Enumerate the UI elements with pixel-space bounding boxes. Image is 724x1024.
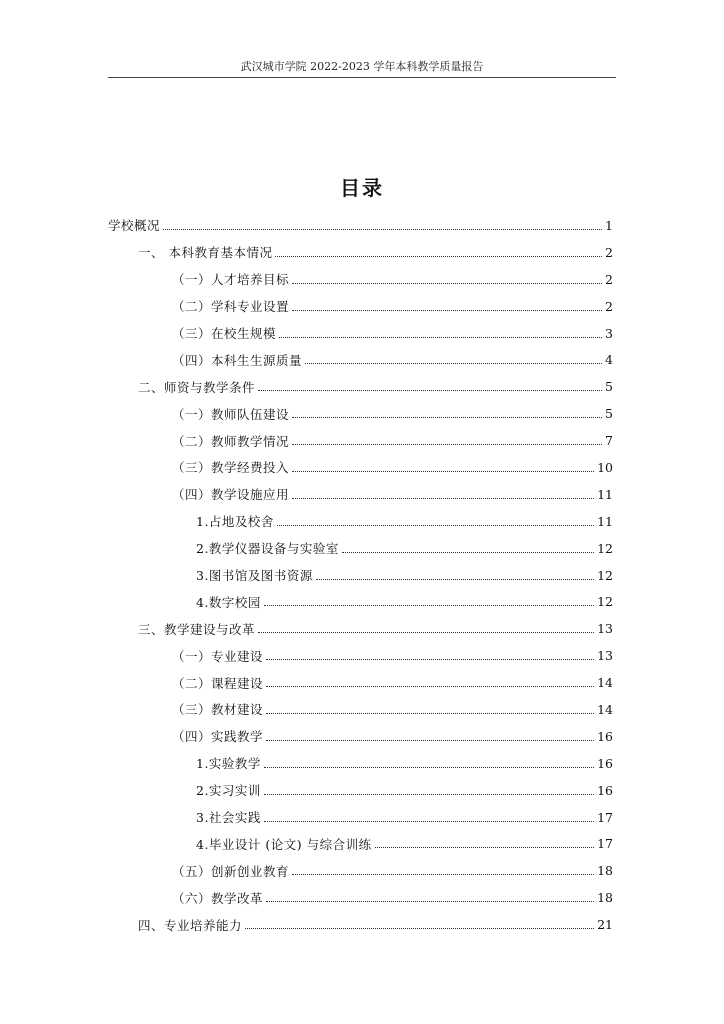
toc-entry-label: （三）在校生规模: [172, 326, 277, 341]
toc-entry-page-number: 14: [597, 675, 613, 691]
toc-entry-label: 2.实习实训: [196, 783, 261, 799]
dot-leader: [245, 928, 594, 929]
dot-leader: [277, 525, 594, 526]
toc-entry-page-number: 18: [597, 863, 613, 879]
toc-entry-label: 4.毕业设计 (论文) 与综合训练: [196, 836, 372, 852]
toc-entry[interactable]: [108, 239, 613, 266]
toc-entry-page-number: 17: [597, 809, 613, 825]
toc-entry-page-number: 12: [597, 540, 613, 556]
toc-entry-label: 3.社会实践: [196, 810, 261, 826]
toc-entry-label: （三）教材建设: [172, 702, 264, 718]
toc-entry[interactable]: [108, 373, 613, 400]
toc-entry[interactable]: [108, 696, 613, 723]
toc-entry-page-number: 13: [597, 648, 613, 664]
dot-leader: [258, 390, 602, 391]
toc-entry-page-number: 16: [597, 755, 613, 771]
dot-leader: [375, 847, 594, 848]
toc-entry-page-number: 5: [605, 406, 613, 422]
toc-entry[interactable]: [108, 911, 613, 938]
toc-entry[interactable]: [108, 830, 613, 857]
running-header: 武汉城市学院 2022-2023 学年本科教学质量报告: [240, 60, 484, 73]
toc-entry[interactable]: [108, 212, 613, 239]
dot-leader: [163, 229, 602, 230]
toc-entry-label: 三、教学建设与改革: [138, 621, 256, 637]
toc-entry-label: （二）学科专业设置: [172, 299, 290, 315]
toc-entry[interactable]: [108, 615, 613, 642]
toc-entry[interactable]: [108, 777, 613, 804]
dot-leader: [266, 740, 594, 741]
dot-leader: [292, 874, 594, 875]
toc-entry-page-number: 7: [605, 433, 613, 449]
dot-leader: [292, 471, 594, 472]
toc-entry-label: （二）课程建设: [172, 675, 264, 691]
toc-entry-label: 1.实验教学: [196, 756, 261, 772]
dot-leader: [292, 310, 602, 311]
toc-entry-label: 3.图书馆及图书资源: [196, 568, 313, 584]
toc-entry-label: 1.占地及校舍: [196, 514, 274, 530]
dot-leader: [264, 821, 594, 822]
toc-entry-label: （一）专业建设: [172, 648, 264, 664]
toc-entry-label: 4.数字校园: [196, 594, 261, 610]
toc-entry[interactable]: [108, 857, 613, 884]
toc-entry-page-number: 17: [597, 836, 613, 852]
toc-entry[interactable]: [108, 723, 613, 750]
toc-entry-label: （四）本科生生源质量: [172, 352, 303, 368]
toc-entry-page-number: 14: [597, 701, 613, 717]
dot-leader: [292, 498, 594, 499]
table-of-contents: [108, 212, 613, 938]
toc-entry-page-number: 5: [605, 379, 613, 395]
toc-entry[interactable]: [108, 346, 613, 373]
toc-entry[interactable]: [108, 427, 613, 454]
toc-entry-page-number: 11: [597, 513, 613, 529]
toc-entry[interactable]: [108, 508, 613, 535]
toc-entry-label: （三）教学经费投入: [172, 460, 290, 476]
toc-entry-page-number: 4: [605, 352, 613, 368]
toc-entry-page-number: 21: [597, 917, 613, 933]
toc-entry[interactable]: [108, 884, 613, 911]
dot-leader: [275, 256, 602, 257]
toc-entry[interactable]: [108, 481, 613, 508]
page-title: 目录: [340, 176, 384, 200]
toc-entry-page-number: 10: [597, 459, 613, 475]
toc-entry-page-number: 16: [597, 782, 613, 798]
toc-entry-label: （五）创新创业教育: [172, 863, 290, 879]
toc-entry-label: （一）人才培养目标: [172, 272, 290, 288]
dot-leader: [266, 713, 594, 714]
toc-entry-page-number: 13: [597, 621, 613, 637]
toc-entry-page-number: 11: [597, 486, 613, 502]
toc-entry-label: 学校概况: [108, 218, 161, 234]
toc-entry[interactable]: [108, 642, 613, 669]
dot-leader: [316, 579, 594, 580]
toc-entry[interactable]: [108, 454, 613, 481]
toc-entry[interactable]: [108, 320, 613, 347]
toc-entry-label: 2.教学仪器设备与实验室: [196, 541, 339, 557]
dot-leader: [342, 552, 594, 553]
dot-leader: [258, 632, 594, 633]
dot-leader: [264, 605, 594, 606]
toc-entry-page-number: 12: [597, 567, 613, 583]
dot-leader: [266, 686, 594, 687]
toc-entry[interactable]: [108, 400, 613, 427]
toc-entry[interactable]: [108, 535, 613, 562]
toc-entry-page-number: 1: [605, 217, 613, 233]
toc-entry[interactable]: [108, 804, 613, 831]
dot-leader: [305, 363, 602, 364]
toc-entry[interactable]: [108, 669, 613, 696]
toc-entry[interactable]: [108, 750, 613, 777]
toc-entry-label: （四）教学设施应用: [172, 487, 290, 503]
toc-entry-label: 一、 本科教育基本情况: [138, 245, 273, 261]
dot-leader: [264, 767, 594, 768]
dot-leader: [266, 659, 594, 660]
toc-entry[interactable]: [108, 293, 613, 320]
toc-entry-page-number: 3: [605, 325, 613, 341]
dot-leader: [292, 444, 602, 445]
toc-entry-page-number: 16: [597, 728, 613, 744]
dot-leader: [292, 283, 602, 284]
header-rule: [108, 77, 616, 78]
toc-entry-label: （六）教学改革: [172, 890, 264, 906]
toc-entry-page-number: 2: [605, 271, 613, 287]
dot-leader: [279, 337, 602, 338]
toc-entry-label: （四）实践教学: [172, 729, 264, 745]
toc-entry[interactable]: [108, 266, 613, 293]
dot-leader: [264, 794, 594, 795]
toc-entry-page-number: 12: [597, 594, 613, 610]
toc-entry-page-number: 2: [605, 298, 613, 314]
toc-entry[interactable]: [108, 588, 613, 615]
toc-entry-label: 四、专业培养能力: [138, 917, 243, 933]
toc-entry[interactable]: [108, 562, 613, 589]
dot-leader: [266, 901, 594, 902]
toc-entry-label: （一）教师队伍建设: [172, 406, 290, 422]
dot-leader: [292, 417, 602, 418]
toc-entry-label: （二）教师教学情况: [172, 433, 290, 449]
toc-entry-page-number: 2: [605, 244, 613, 260]
toc-entry-page-number: 18: [597, 890, 613, 906]
toc-entry-label: 二、师资与教学条件: [138, 379, 256, 395]
